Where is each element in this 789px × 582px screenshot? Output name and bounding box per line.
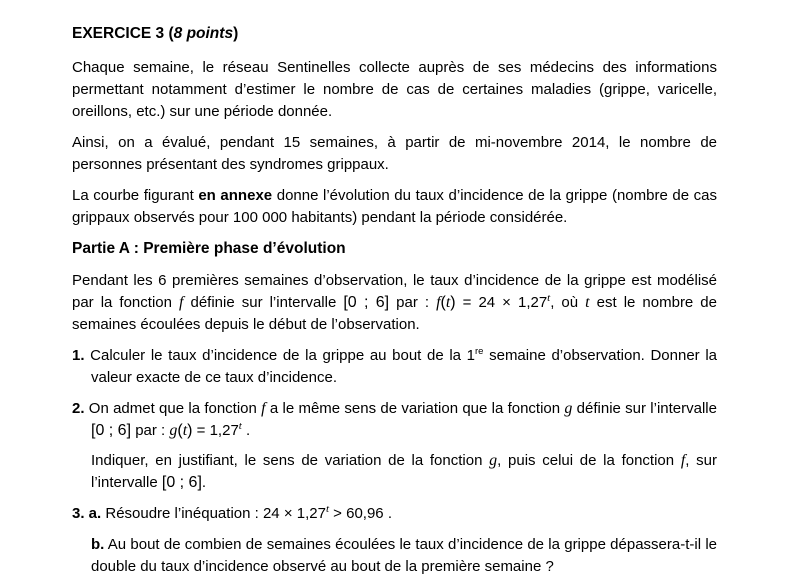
formula-close-paren: )	[450, 294, 456, 311]
paragraph-intro-1: Chaque semaine, le réseau Sentinelles collecte auprès de ses médecins des informations permettant notamment d’estimer le nombre de cas de certaines maladies (grippe, varicelle, oreillons, etc.) sur une période donnée.	[72, 59, 717, 120]
part-a-text-5: est le nombre de semaines écoulées depuis le début de l’observation.	[72, 294, 717, 333]
formula-open-paren: (	[177, 422, 183, 439]
formula-arg-t: t	[445, 294, 451, 311]
question-1	[72, 345, 717, 389]
formula-var-g: g	[169, 422, 178, 439]
formula-exponent-t: t	[325, 503, 330, 515]
question-2-sub-text-1: Indiquer, en justifiant, le sens de variation de la fonction	[91, 452, 490, 469]
part-a-text-4: , où	[550, 294, 586, 311]
question-3b-number: b.	[91, 536, 105, 553]
annexe-bold-text: en annexe	[198, 187, 273, 204]
paragraph-intro-2: Ainsi, on a évalué, pendant 15 semaines, à partir de mi-novembre 2014, le nombre de personnes présentant des syndromes grippaux.	[72, 134, 717, 173]
question-1-text-1: Calculer le taux d’incidence de la grippe au bout de la 1	[84, 347, 475, 364]
interval-0-6: [0 ; 6]	[91, 422, 132, 439]
question-2-text-1: On admet que la fonction	[84, 400, 262, 417]
intro-3-text-2: donne l’évolution du taux d’incidence de la grippe (nombre de cas grippaux observés pour 100 000 habitants) pendant la période considérée.	[72, 187, 718, 226]
inequation-formula	[263, 505, 392, 522]
formula-var-f: f	[436, 294, 441, 311]
question-1-text-2: semaine d’observation. Donner la valeur exacte de ce taux d’incidence.	[91, 347, 717, 386]
question-2	[72, 398, 717, 442]
formula-body: 24 × 1,27	[262, 505, 326, 522]
formula-body: = 24 × 1,27	[455, 294, 548, 311]
formula-close-paren: )	[187, 422, 193, 439]
question-2-sub-text-3: , sur l’intervalle	[91, 452, 717, 491]
formula-f-t	[436, 294, 550, 311]
question-2-number: 2.	[72, 400, 85, 417]
question-3a-text-1: Résoudre l’inéquation :	[101, 505, 263, 522]
part-a-text-1: Pendant les 6 premières semaines d’observation, le taux d’incidence de la grippe est modélisé par la fonction	[72, 272, 717, 311]
question-2-sub-text-2: , puis celui de la fonction	[497, 452, 681, 469]
formula-g-t	[169, 422, 241, 439]
question-2-followup	[91, 450, 717, 494]
question-3b	[91, 534, 717, 578]
function-g-symbol: g	[489, 452, 498, 469]
part-a-heading: Partie A : Première phase d’évolution	[72, 240, 346, 257]
question-3b-text: Au bout de combien de semaines écoulées le taux d’incidence de la grippe dépassera-t-il le double du taux d’incidence observé au bout de la première semaine ?	[91, 536, 717, 575]
function-g-symbol: g	[564, 400, 573, 417]
part-a-text-2: définie sur l’intervalle	[183, 294, 344, 311]
exercise-title	[72, 23, 717, 45]
exercise-points: 8 points	[173, 25, 234, 42]
interval-0-6: [0 ; 6]	[343, 294, 390, 311]
question-2-text-3: définie sur l’intervalle	[572, 400, 717, 417]
question-3a-number: 3. a.	[72, 505, 102, 522]
intro-3-text-1: La courbe figurant	[72, 187, 199, 204]
formula-arg-t: t	[182, 422, 188, 439]
function-f-symbol: f	[680, 452, 686, 469]
question-1-number: 1.	[72, 347, 85, 364]
paragraph-part-a-intro	[72, 270, 717, 336]
question-2-text-2: a le même sens de variation que la fonction	[265, 400, 565, 417]
formula-open-paren: (	[440, 294, 446, 311]
question-2-sub-text-4: .	[201, 474, 207, 491]
interval-0-6: [0 ; 6]	[161, 474, 202, 491]
function-f-symbol: f	[261, 400, 266, 417]
variable-t-symbol: t	[585, 294, 590, 311]
formula-exponent-t: t	[547, 292, 551, 304]
question-2-text-4: par :	[131, 422, 170, 439]
ordinal-re: re	[475, 346, 484, 357]
paragraph-intro-3	[72, 185, 717, 229]
inequation-rhs: > 60,96 .	[329, 505, 392, 522]
part-a-text-3: par :	[389, 294, 437, 311]
question-2-text-5: .	[241, 422, 251, 439]
question-3a	[72, 503, 717, 525]
formula-body: = 1,27	[192, 422, 239, 439]
exercise-title-prefix: EXERCICE 3 (	[72, 25, 174, 42]
formula-exponent-t: t	[238, 420, 242, 432]
exercise-title-suffix: )	[233, 25, 239, 42]
function-f-symbol: f	[179, 294, 184, 311]
